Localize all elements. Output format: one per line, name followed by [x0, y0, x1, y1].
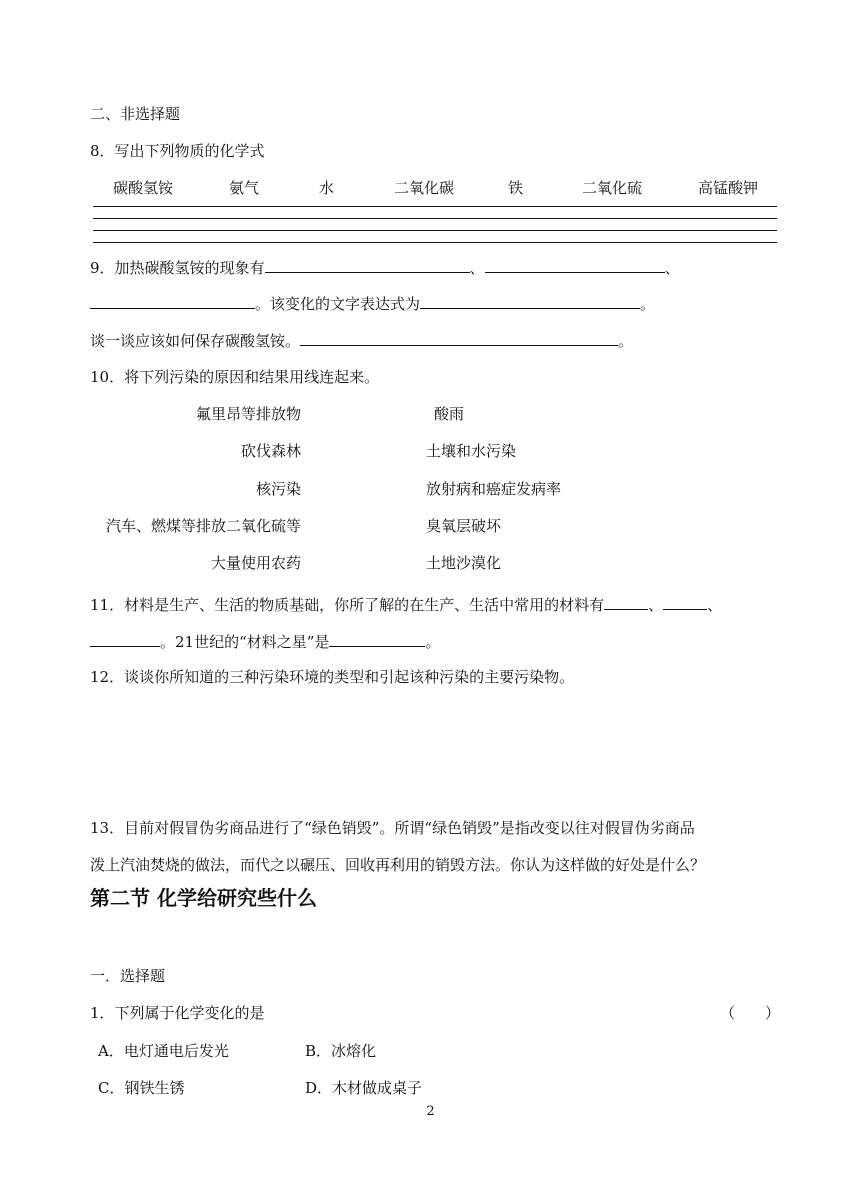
pollution-cause: 核污染 — [255, 480, 301, 498]
answer-blank[interactable] — [329, 630, 425, 647]
question-9-prefix: 9．加热碳酸氢铵的现象有 — [90, 259, 265, 277]
section-heading: 第二节 化学给研究些什么 — [90, 886, 317, 910]
separator: 、 — [648, 596, 664, 614]
question-10-text: 10．将下列污染的原因和结果用线连起来。 — [90, 368, 380, 386]
question-13-line-2: 泼上汽油焚烧的做法，而代之以碾压、回收再利用的销毁方法。你认为这样做的好处是什么？ — [90, 856, 706, 874]
answer-blank[interactable] — [420, 292, 640, 309]
question-9-line-1 — [90, 256, 680, 278]
question-11-mid: 。21世纪的“材料之星”是 — [160, 633, 330, 651]
pollution-effect: 土地沙漠化 — [426, 554, 502, 572]
pollution-effect: 臭氧层破坏 — [426, 517, 502, 535]
separator: 、 — [469, 259, 485, 277]
option-c[interactable]: C．钢铁生锈 — [98, 1079, 185, 1097]
pollution-cause: 氟里昂等排放物 — [195, 405, 301, 423]
option-a[interactable]: A．电灯通电后发光 — [98, 1042, 229, 1060]
chemical-name: 水 — [319, 179, 335, 197]
separator: 、 — [664, 259, 680, 277]
chemical-name: 高锰酸钾 — [698, 179, 759, 197]
question-9-line-2 — [90, 292, 655, 314]
question-8-text: 8．写出下列物质的化学式 — [90, 142, 265, 160]
answer-rule — [93, 206, 777, 207]
answer-blank[interactable] — [485, 256, 665, 273]
answer-rule — [93, 242, 777, 243]
question-1-text: 1．下列属于化学变化的是 — [90, 1004, 265, 1022]
pollution-cause: 大量使用农药 — [210, 554, 301, 572]
pollution-effect: 酸雨 — [434, 405, 465, 423]
question-13-line-1: 13．目前对假冒伪劣商品进行了“绿色销毁”。所谓“绿色销毁”是指改变以往对假冒伪劣商品 — [90, 819, 695, 837]
answer-rule — [93, 230, 777, 231]
question-11-line-2 — [90, 630, 440, 652]
answer-parentheses[interactable]: （ ） — [720, 1004, 781, 1022]
answer-blank[interactable] — [663, 593, 707, 610]
question-12-text: 12．谈谈你所知道的三种污染环境的类型和引起该种污染的主要污染物。 — [90, 668, 575, 686]
chemical-name: 二氧化碳 — [394, 179, 455, 197]
chemical-name: 碳酸氢铵 — [113, 179, 174, 197]
period: 。 — [640, 295, 656, 313]
pollution-cause: 汽车、燃煤等排放二氧化硫等 — [105, 517, 301, 535]
option-b[interactable]: B．冰熔化 — [305, 1042, 377, 1060]
chemical-name: 二氧化硫 — [582, 179, 643, 197]
period: 。 — [425, 633, 441, 651]
section-title-choice: 一．选择题 — [90, 967, 166, 985]
section-title-nonchoice: 二、非选择题 — [90, 105, 181, 123]
answer-blank[interactable] — [604, 593, 648, 610]
answer-rule — [93, 218, 777, 219]
chemical-name: 铁 — [508, 179, 524, 197]
answer-blank[interactable] — [300, 329, 618, 346]
period: 。 — [618, 332, 634, 350]
question-11-line-1 — [90, 593, 722, 615]
answer-blank[interactable] — [265, 256, 470, 273]
question-9-line-3 — [90, 329, 633, 351]
answer-blank[interactable] — [90, 630, 160, 647]
option-d[interactable]: D．木材做成桌子 — [305, 1079, 423, 1097]
question-9-mid: 。该变化的文字表达式为 — [255, 295, 421, 313]
question-11-prefix: 11．材料是生产、生活的物质基础，你所了解的在生产、生活中常用的材料有 — [90, 596, 605, 614]
pollution-cause: 砍伐森林 — [240, 442, 301, 460]
pollution-effect: 放射病和癌症发病率 — [426, 480, 562, 498]
page-number: 2 — [426, 1104, 435, 1119]
chemical-name: 氨气 — [229, 179, 260, 197]
separator: 、 — [707, 596, 723, 614]
pollution-effect: 土壤和水污染 — [426, 442, 517, 460]
answer-blank[interactable] — [90, 292, 255, 309]
question-9-storage: 谈一谈应该如何保存碳酸氢铵。 — [90, 332, 301, 350]
